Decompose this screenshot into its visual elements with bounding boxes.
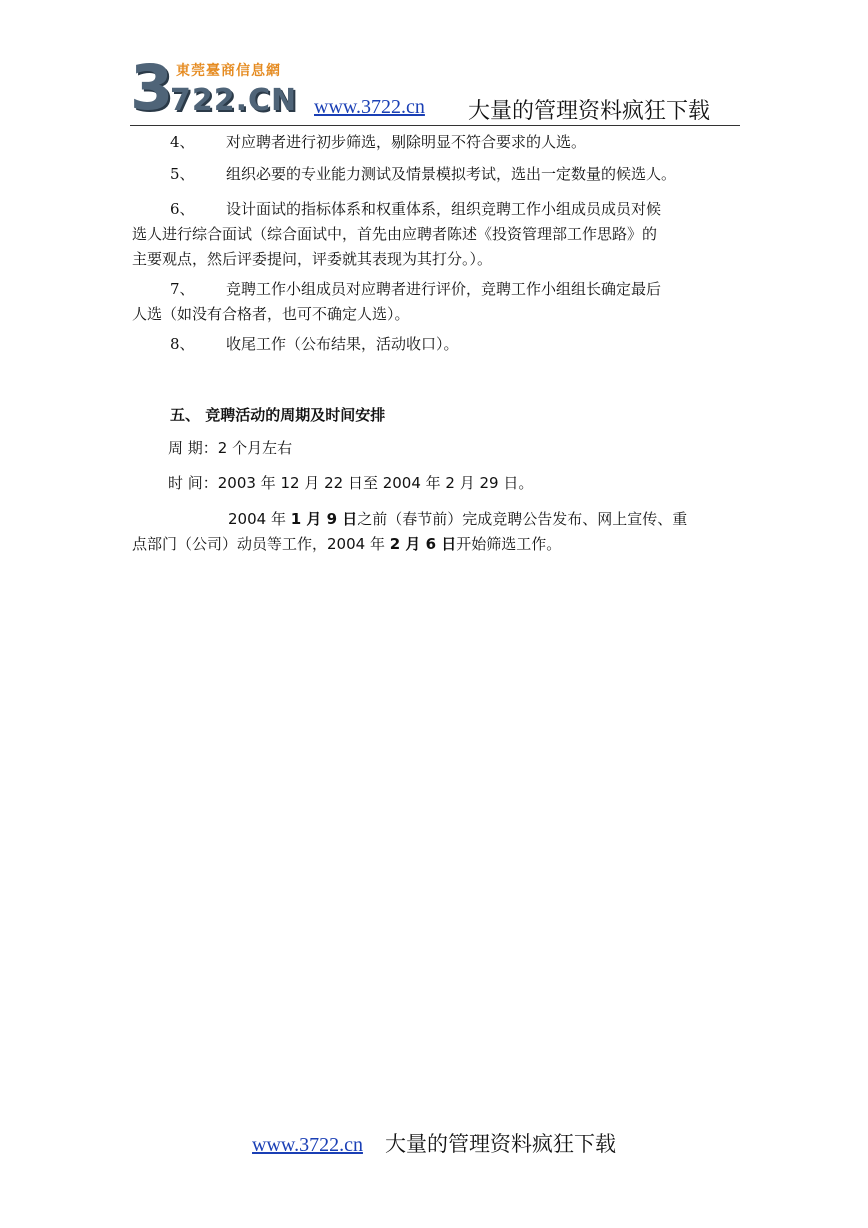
site-logo	[130, 51, 310, 126]
step-number: 4、	[170, 133, 195, 151]
footer-site-link[interactable]: www.3722.cn	[252, 1134, 363, 1156]
schedule-paragraph	[132, 507, 742, 557]
schedule-text: 之前（春节前）完成竞聘公告发布、网上宣传、重	[357, 510, 688, 528]
schedule-text: 2004 年	[228, 510, 291, 528]
step-text: 收尾工作（公布结果，活动收口）。	[226, 335, 459, 353]
header-slogan: 大量的管理资料疯狂下载	[468, 99, 711, 124]
step-text: 组织必要的专业能力测试及情景模拟考试，选出一定数量的候选人。	[226, 165, 677, 183]
logo-chinese-text: 東莞臺商信息網	[176, 63, 281, 79]
step-text: 设计面试的指标体系和权重体系，组织竞聘工作小组成员成员对候	[226, 200, 662, 218]
header-divider	[130, 125, 740, 126]
step-6	[132, 197, 742, 272]
logo-digit: 3	[130, 51, 174, 124]
step-4	[132, 130, 742, 155]
logo-domain-text: 722.CN	[170, 83, 298, 118]
schedule-text: 开始筛选工作。	[456, 535, 562, 553]
step-number: 7、	[170, 280, 195, 298]
footer-slogan: 大量的管理资料疯狂下载	[384, 1132, 616, 1156]
step-text: 人选（如没有合格者，也可不确定人选）。	[132, 305, 410, 323]
step-text: 对应聘者进行初步筛选，剔除明显不符合要求的人选。	[226, 133, 587, 151]
step-7	[132, 277, 742, 327]
schedule-date: 2 月 6 日	[389, 535, 457, 553]
schedule-text: 点部门（公司）动员等工作，2004 年	[132, 535, 390, 553]
step-number: 8、	[170, 335, 195, 353]
step-text: 选人进行综合面试（综合面试中，首先由应聘者陈述《投资管理部工作思路》的	[132, 225, 658, 243]
page-header	[130, 51, 740, 128]
header-site-link[interactable]: www.3722.cn	[314, 96, 425, 118]
section-heading: 五、 竞聘活动的周期及时间安排	[170, 406, 386, 424]
schedule-date: 1 月 9 日	[290, 510, 358, 528]
period-line: 周 期：2 个月左右	[168, 439, 293, 457]
step-5	[132, 162, 742, 187]
page-footer	[0, 1128, 868, 1158]
step-text: 竞聘工作小组成员对应聘者进行评价，竞聘工作小组组长确定最后	[226, 280, 662, 298]
step-text: 主要观点，然后评委提问，评委就其表现为其打分。）。	[132, 250, 493, 268]
time-line: 时 间：2003 年 12 月 22 日至 2004 年 2 月 29 日。	[168, 474, 534, 492]
step-number: 5、	[170, 165, 195, 183]
step-8	[132, 332, 742, 357]
step-number: 6、	[170, 200, 195, 218]
